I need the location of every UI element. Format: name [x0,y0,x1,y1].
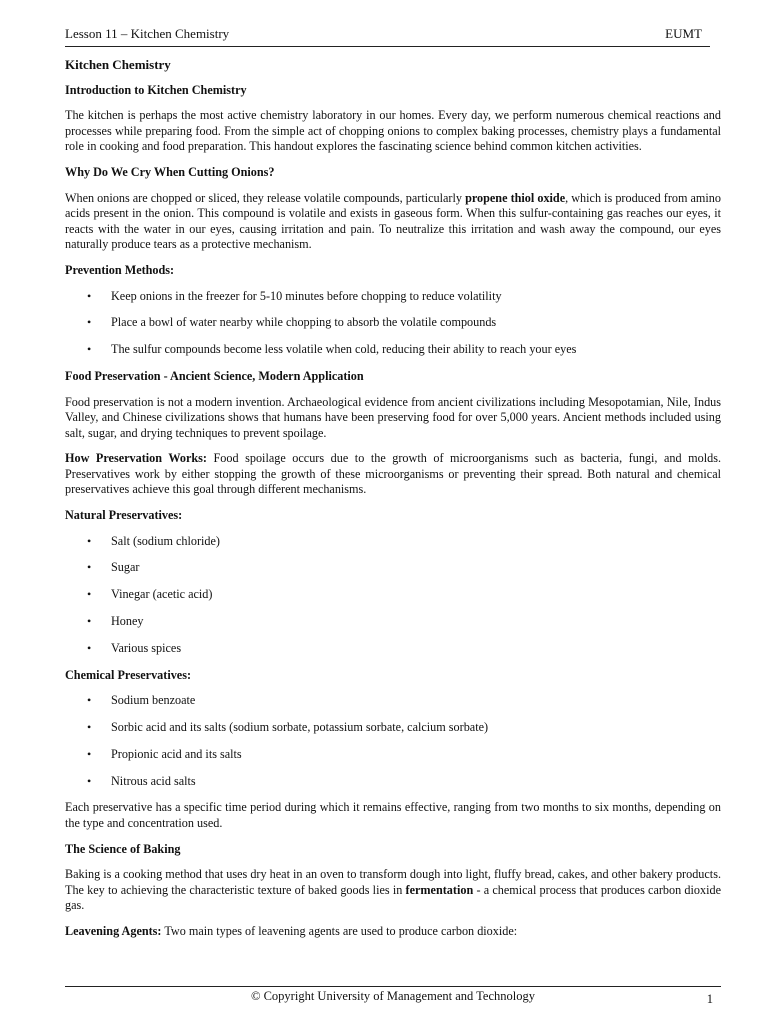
fermentation-term: fermentation [405,882,474,897]
list-item: • Keep onions in the freezer for 5-10 minutes before chopping to reduce volatility [87,288,502,303]
page-header [65,24,710,47]
document-title: Kitchen Chemistry [65,57,171,72]
preservation-heading: Food Preservation - Ancient Science, Modern Application [65,368,364,383]
onions-paragraph [65,191,721,253]
chemical-preservatives-heading: Chemical Preservatives: [65,667,192,682]
how-preservation-paragraph: How Preservation Works: Food spoilage occurs due to the growth of microorganisms such as bacteria, fungi, and molds. Preservatives work by either stopping the growth of these microorganisms or preventing their spread. Both natural and chemical preservatives achieve this goal through different mechanisms. [65,451,721,497]
natural-preservatives-list [65,534,721,657]
baking-paragraph: Baking is a cooking method that uses dry heat in an oven to transform dough into light, fluffy bread, cakes, and other bakery products. The key to achieving the characteristic texture of baked goods lies in fermentation - a chemical process that produces carbon dioxide gas. [65,867,721,913]
bullet-icon: • [87,560,92,575]
list-item: • Sodium benzoate [87,693,196,708]
intro-heading: Introduction to Kitchen Chemistry [65,82,247,97]
page-number: 1 [706,992,713,1006]
natural-preservatives-heading: Natural Preservatives: [65,508,183,523]
leavening-label: Leavening Agents: [65,924,162,938]
onions-text-end: , which is produced from amino acids present in the onion. This compound is volatile and exists in gaseous form. When this sulfur-containing gas reaches our eyes, it reacts with the water in our eyes, causing irritation and pain. To neutralize this irritation and wash away the compound, our eyes naturally produce tears as a protective mechanism. [65,190,721,252]
leavening-paragraph: Leavening Agents: Two main types of leavening agents are used to produce carbon dioxide: [65,924,518,938]
list-item: • Various spices [87,640,182,655]
list-item: • Place a bowl of water nearby while chopping to absorb the volatile compounds [87,315,497,330]
onions-heading: Why Do We Cry When Cutting Onions? [65,164,275,179]
list-item: • Sugar [87,560,140,575]
list-item: • Sorbic acid and its salts (sodium sorbate, potassium sorbate, calcium sorbate) [87,720,489,735]
intro-paragraph: The kitchen is perhaps the most active chemistry laboratory in our homes. Every day, we perform numerous chemical reactions and processes while preparing food. From the simple act of chopping onions to complex baking processes, chemistry plays a fundamental role in cooking and food preparation. This handout explores the fascinating science behind common kitchen activities. [65,108,721,154]
preservative-duration-paragraph: Each preservative has a specific time period during which it remains effective, ranging from two months to six months, depending on the type and concentration used. [65,800,721,831]
bullet-icon: • [87,587,92,602]
bullet-icon: • [87,773,92,788]
list-item: • Honey [87,614,144,629]
onions-compound-name: propene thiol oxide [465,190,566,205]
bullet-icon: • [87,746,92,761]
bullet-icon: • [87,693,92,708]
chemical-preservatives-list [65,693,721,789]
bullet-icon: • [87,288,92,303]
organization-label: EUMT [665,26,702,41]
baking-heading: The Science of Baking [65,841,181,856]
list-item: • The sulfur compounds become less volatile when cold, reducing their ability to reach your eyes [87,342,577,357]
how-preservation-label: How Preservation Works: [65,451,207,466]
onions-text-start: When onions are chopped or sliced, they release volatile compounds, particularly [65,190,466,205]
bullet-icon: • [87,614,92,629]
preservation-paragraph: Food preservation is not a modern invention. Archaeological evidence from ancient civilizations including Mesopotamian, Nile, Indus Valley, and Chinese civilizations shows that humans have been preserving food for over 5,000 years. Ancient methods included using salt, sugar, and drying techniques to prevent spoilage. [65,394,721,440]
prevention-list [65,289,721,359]
lesson-title: Lesson 11 – Kitchen Chemistry [65,26,230,41]
page-footer [65,986,721,1013]
list-item: • Salt (sodium chloride) [87,533,220,548]
document-body [65,55,721,950]
list-item: • Vinegar (acetic acid) [87,587,213,602]
list-item: • Nitrous acid salts [87,773,196,788]
prevention-heading: Prevention Methods: [65,262,175,277]
bullet-icon: • [87,640,92,655]
bullet-icon: • [87,720,92,735]
copyright-notice: © Copyright University of Management and Technology [250,989,536,1003]
list-item: • Propionic acid and its salts [87,746,242,761]
bullet-icon: • [87,342,92,357]
bullet-icon: • [87,533,92,548]
bullet-icon: • [87,315,92,330]
